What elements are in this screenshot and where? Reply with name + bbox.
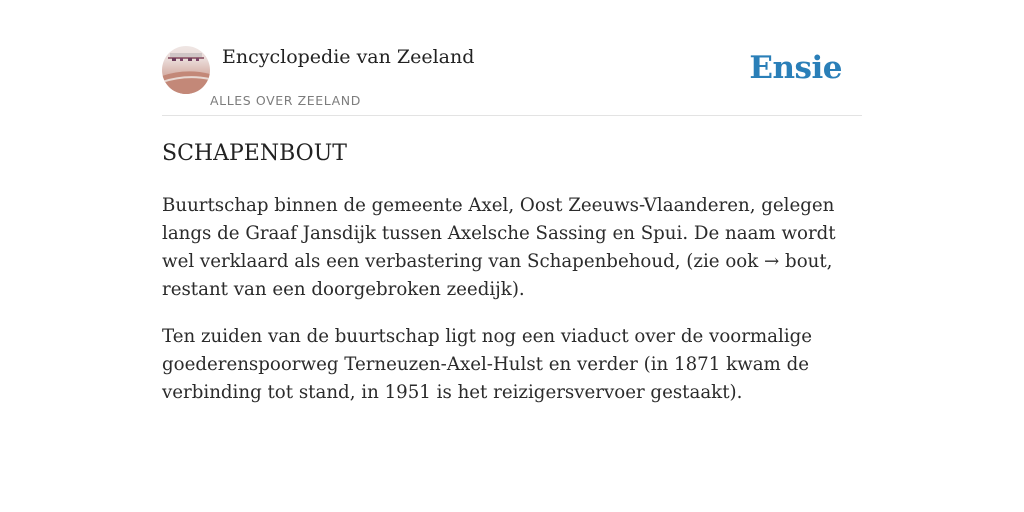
site-tagline: ALLES OVER ZEELAND bbox=[210, 93, 361, 108]
ensie-logo[interactable]: Ensie bbox=[749, 50, 842, 86]
site-title[interactable]: Encyclopedie van Zeeland bbox=[222, 46, 475, 68]
entry-title: SCHAPENBOUT bbox=[162, 141, 347, 166]
entry-paragraph-1: Buurtschap binnen de gemeente Axel, Oost Zeeuws-Vlaanderen, gelegen langs de Graaf Jansdijk tussen Axelsche Sassing en Spui. De naam wordt wel verklaard als een verbastering van Schapenbehoud, (zie ook → bout, restant van een doorgebroken zeedijk). bbox=[162, 195, 836, 300]
site-avatar[interactable] bbox=[162, 46, 210, 94]
page-container bbox=[162, 0, 862, 403]
entry-paragraph-2: Ten zuiden van de buurtschap ligt nog een viaduct over de voormalige goederenspoorweg Terneuzen-Axel-Hulst en verder (in 1871 kwam de verbinding tot stand, in 1951 is het reizigersvervoer gestaakt). bbox=[162, 326, 813, 403]
site-header bbox=[162, 0, 862, 116]
book-image-icon bbox=[162, 46, 210, 94]
